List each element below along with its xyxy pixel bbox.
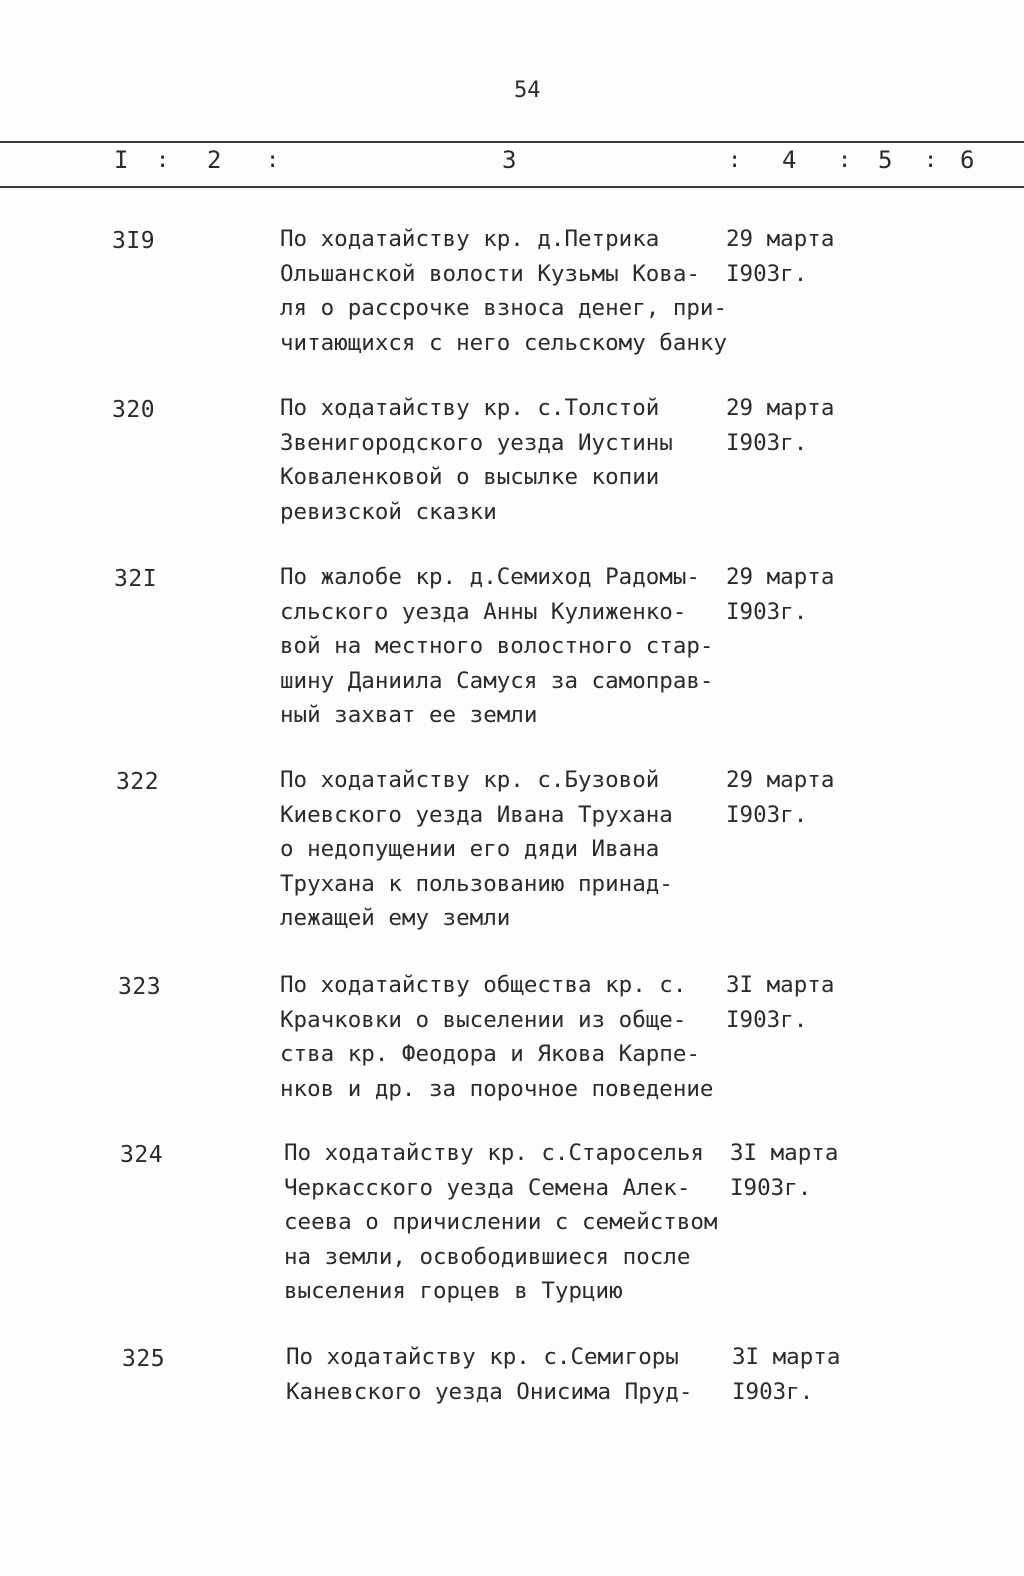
column-header-1: I	[114, 146, 129, 174]
description-line: По ходатайству кр. с.Староселья	[284, 1140, 704, 1166]
description-line: на земли, освободившиеся после	[284, 1243, 691, 1270]
description-line: По жалобе кр. д.Семиход Радомы-	[280, 564, 700, 590]
header-rule-top	[0, 141, 1024, 143]
date-line: I903г.	[732, 1378, 814, 1405]
entry-description	[280, 560, 740, 733]
entry-description	[284, 1136, 744, 1309]
entry-number: 3I9	[112, 228, 156, 254]
description-line: ства кр. Феодора и Якова Карпе-	[280, 1041, 700, 1067]
description-line: выселения горцев в Турцию	[284, 1278, 623, 1304]
description-line: вой на местного волостного стар-	[280, 633, 714, 659]
date-line: 3I марта	[726, 972, 835, 998]
description-line: Ольшанской волости Кузьмы Кова-	[280, 260, 700, 287]
entry-date	[726, 391, 866, 460]
description-line: сльского уезда Анны Кулиженко-	[280, 598, 687, 625]
entry-number: 324	[120, 1142, 164, 1168]
description-line: По ходатайству кр. с.Семигоры	[286, 1344, 679, 1370]
column-separator: :	[924, 148, 938, 173]
entry-description	[286, 1340, 746, 1409]
date-line: 29 марта	[726, 395, 835, 421]
date-line: 3I марта	[730, 1140, 839, 1166]
entry-number: 32I	[114, 566, 158, 592]
description-line: ный захват ее земли	[280, 702, 538, 728]
description-line: По ходатайству кр. д.Петрика	[280, 226, 660, 252]
entry-description	[280, 391, 740, 529]
entry-description	[280, 763, 740, 936]
column-separator: :	[266, 148, 280, 173]
entry-description	[280, 222, 740, 360]
entry-number: 320	[112, 397, 156, 423]
description-line: Звенигородского уезда Иустины	[280, 429, 673, 456]
description-line: ревизской сказки	[280, 498, 497, 525]
page-number: 54	[514, 78, 541, 103]
description-line: лежащей ему земли	[280, 905, 511, 931]
column-header-6: 6	[960, 146, 975, 174]
description-line: Киевского уезда Ивана Трухана	[280, 801, 673, 828]
column-separator: :	[156, 148, 170, 173]
entry-description	[280, 968, 740, 1106]
entry-number: 322	[116, 769, 160, 795]
entry-date	[726, 222, 866, 291]
description-line: шину Даниила Самуся за самоправ-	[280, 667, 714, 694]
description-line: о недопущении его дяди Ивана	[280, 836, 660, 862]
column-separator: :	[838, 148, 852, 173]
description-line: Черкасского уезда Семена Алек-	[284, 1174, 691, 1201]
date-line: 29 марта	[726, 226, 835, 252]
column-header-3: 3	[502, 146, 517, 174]
date-line: I903г.	[726, 598, 808, 625]
entry-date	[726, 763, 866, 832]
entry-number: 325	[122, 1346, 166, 1372]
column-header-5: 5	[878, 146, 893, 174]
header-rule-bottom	[0, 186, 1024, 188]
description-line: Трухана к пользованию принад-	[280, 870, 673, 897]
description-line: По ходатайству кр. с.Толстой	[280, 395, 660, 421]
date-line: I903г.	[726, 429, 808, 456]
description-line: По ходатайству кр. с.Бузовой	[280, 767, 660, 793]
description-line: читающихся с него сельскому банку	[280, 329, 728, 356]
description-line: Каневского уезда Онисима Пруд-	[286, 1378, 693, 1405]
date-line: I903г.	[730, 1174, 812, 1201]
description-line: Коваленковой о высылке копии	[280, 464, 660, 490]
description-line: сеева о причислении с семейством	[284, 1209, 718, 1235]
entry-date	[726, 560, 866, 629]
date-line: I903г.	[726, 260, 808, 287]
column-header-2: 2	[207, 146, 222, 174]
description-line: Крачковки о выселении из обще-	[280, 1006, 687, 1033]
date-line: I903г.	[726, 801, 808, 828]
column-header-4: 4	[782, 146, 797, 174]
date-line: 3I марта	[732, 1344, 841, 1370]
entry-date	[726, 968, 866, 1037]
column-separator: :	[728, 148, 742, 173]
entry-date	[732, 1340, 872, 1409]
description-line: нков и др. за порочное поведение	[280, 1075, 714, 1102]
date-line: 29 марта	[726, 767, 835, 793]
description-line: По ходатайству общества кр. с.	[280, 972, 687, 998]
date-line: I903г.	[726, 1006, 808, 1033]
description-line: ля о рассрочке взноса денег, при-	[280, 295, 728, 321]
entry-date	[730, 1136, 870, 1205]
entry-number: 323	[118, 974, 162, 1000]
date-line: 29 марта	[726, 564, 835, 590]
